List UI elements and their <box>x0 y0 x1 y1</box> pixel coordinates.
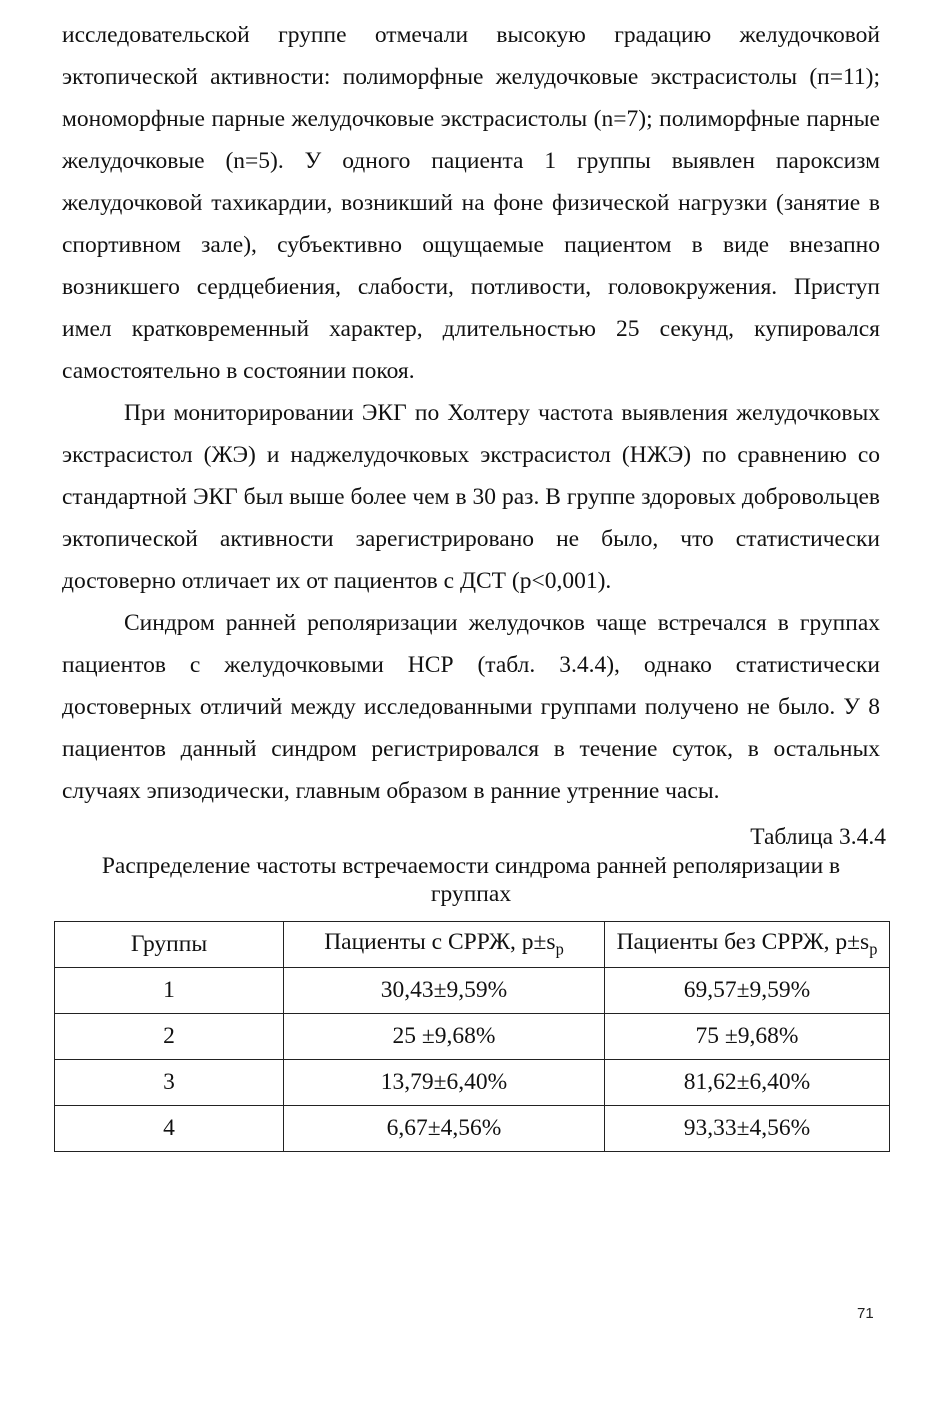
cell-with: 13,79±6,40% <box>284 1060 605 1106</box>
header-with-srrzh <box>284 922 605 968</box>
header-without-srrzh <box>605 922 890 968</box>
paragraph-1: исследовательской группе отмечали высокую градацию желудочковой эктопической активности: полиморфные желудочковые экстрасистолы (п=11); мономорфные парные желудочковые экстрасистолы (n=7); полиморфные парные желудочковые (n=5). У одного пациента 1 группы выявлен пароксизм желудочковой тахикардии, возникший на фоне физической нагрузки (занятие в спортивном зале), субъективно ощущаемые пациентом в виде внезапно возникшего сердцебиения, слабости, потливости, головокружения. Приступ имел кратковременный характер, длительностью 25 секунд, купировался самостоятельно в состоянии покоя. <box>62 22 880 384</box>
header-with-srrzh-text: Пациенты с СРРЖ, p±s <box>324 929 556 956</box>
table-label: Таблица 3.4.4 <box>750 824 886 850</box>
table-caption: Распределение частоты встречаемости синдрома ранней реполяризации в группах <box>101 853 841 907</box>
page-number: 71 <box>857 1305 874 1322</box>
header-without-srrzh-text: Пациенты без СРРЖ, p±s <box>616 929 870 956</box>
header-without-srrzh-sub: p <box>869 939 878 959</box>
table-row <box>55 1106 890 1152</box>
cell-with: 30,43±9,59% <box>284 968 605 1014</box>
cell-with: 6,67±4,56% <box>284 1106 605 1152</box>
paragraph-2: При мониторировании ЭКГ по Холтеру частота выявления желудочковых экстрасистол (ЖЭ) и наджелудочковых экстрасистол (НЖЭ) по сравнению со стандартной ЭКГ был выше более чем в 30 раз. В группе здоровых добровольцев эктопической активности зарегистрировано не было, что статистически достоверно отличает их от пациентов с ДСТ (p<0,001). <box>62 400 880 594</box>
header-with-srrzh-sub: p <box>555 939 564 959</box>
cell-group: 1 <box>55 968 284 1014</box>
cell-without: 93,33±4,56% <box>605 1106 890 1152</box>
cell-group: 2 <box>55 1014 284 1060</box>
cell-without: 69,57±9,59% <box>605 968 890 1014</box>
table-row <box>55 1014 890 1060</box>
table-row <box>55 1060 890 1106</box>
cell-with: 25 ±9,68% <box>284 1014 605 1060</box>
frequency-table <box>54 921 890 1152</box>
document-page <box>62 14 886 914</box>
table-header-row <box>55 922 890 968</box>
header-groups: Группы <box>55 922 284 968</box>
table-row <box>55 968 890 1014</box>
cell-without: 75 ±9,68% <box>605 1014 890 1060</box>
paragraph-3: Синдром ранней реполяризации желудочков чаще встречался в группах пациентов с желудочковыми НСР (табл. 3.4.4), однако статистически достоверных отличий между исследованными группами получено не было. У 8 пациентов данный синдром регистрировался в течение суток, в остальных случаях эпизодически, главным образом в ранние утренние часы. <box>62 610 880 804</box>
cell-group: 4 <box>55 1106 284 1152</box>
cell-without: 81,62±6,40% <box>605 1060 890 1106</box>
cell-group: 3 <box>55 1060 284 1106</box>
